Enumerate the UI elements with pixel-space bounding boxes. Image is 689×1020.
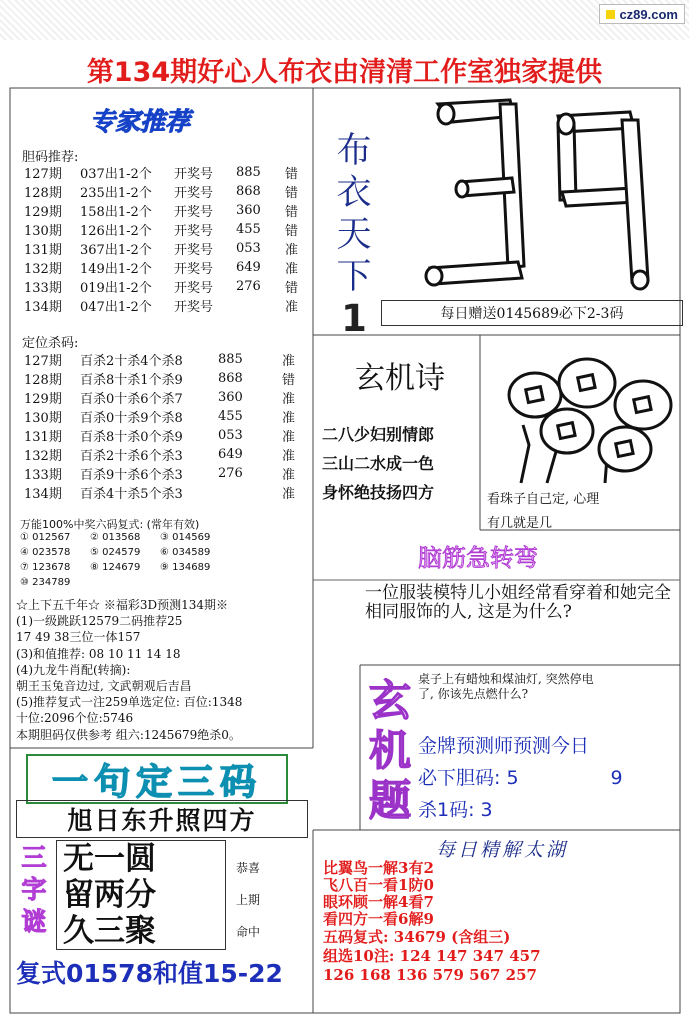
six-item: ⑨ 134689 bbox=[160, 562, 211, 573]
gold-sha: 3 bbox=[480, 799, 493, 821]
site-label: cz89.com bbox=[619, 6, 678, 22]
buyi-char: 天 bbox=[336, 215, 372, 255]
pos-cell-m: 准 bbox=[282, 430, 296, 445]
dan-cell-k: 开奖号 bbox=[174, 224, 214, 239]
pos-cell-r: 百杀9十杀6个杀3 bbox=[80, 468, 183, 483]
pos-cell-n: 885 bbox=[218, 352, 243, 367]
taihu-line: 组选10注: 124 147 347 457 bbox=[323, 947, 541, 965]
taihu-line: 看四方一看6解9 bbox=[323, 910, 434, 928]
six-item: ② 013568 bbox=[90, 532, 141, 543]
dan-title: 胆码推荐: bbox=[22, 150, 79, 165]
dan-cell-k: 开奖号 bbox=[174, 186, 214, 201]
dan-cell-m: 错 bbox=[285, 167, 299, 182]
pos-cell-p: 129期 bbox=[24, 392, 62, 407]
pos-cell-r: 百杀0十杀9个杀8 bbox=[80, 411, 183, 426]
six-item: ⑥ 034589 bbox=[160, 547, 211, 558]
dan-cell-r: 367出1-2个 bbox=[80, 243, 152, 258]
table-row bbox=[24, 239, 302, 258]
pos-cell-m: 准 bbox=[282, 392, 296, 407]
pos-cell-n: 649 bbox=[218, 447, 243, 462]
dan-cell-p: 133期 bbox=[24, 281, 62, 296]
six-title: 万能100%中奖六码复式: (常年有效) bbox=[20, 518, 200, 531]
xuanji-line: 桌子上有蜡烛和煤油灯, 突然停电 bbox=[418, 672, 594, 686]
dan-cell-m: 错 bbox=[285, 205, 299, 220]
xuanji-char: 题 bbox=[368, 776, 411, 825]
history-line: (4)九龙牛肖配(转摘): bbox=[16, 662, 131, 677]
poem-line: 二八少妇别情郎 bbox=[322, 425, 435, 444]
dan-cell-r: 047出1-2个 bbox=[80, 300, 152, 315]
riddle-line: 久三聚 bbox=[63, 913, 156, 949]
dan-cell-p: 131期 bbox=[24, 243, 62, 258]
table-row bbox=[24, 201, 302, 220]
xuanji-question bbox=[418, 672, 594, 702]
dan-cell-k: 开奖号 bbox=[174, 205, 214, 220]
pos-cell-r: 百杀4十杀5个杀3 bbox=[80, 487, 183, 502]
pos-cell-n bbox=[218, 483, 282, 502]
history-block bbox=[16, 597, 242, 743]
coins-illustration bbox=[495, 345, 680, 485]
six-item: ③ 014569 bbox=[160, 532, 211, 543]
taihu-line: 眼环顾一解4看7 bbox=[323, 893, 434, 911]
dan-cell-m: 错 bbox=[285, 224, 299, 239]
buyi-char: 布 bbox=[336, 131, 372, 171]
poem-line: 身怀绝技扬四方 bbox=[322, 483, 435, 502]
dan-cell-p: 129期 bbox=[24, 205, 62, 220]
gold-dan-b: 9 bbox=[610, 767, 623, 789]
table-row bbox=[24, 369, 299, 388]
pos-cell-n: 053 bbox=[218, 428, 243, 443]
dan-cell-n: 868 bbox=[236, 184, 261, 199]
coin-note-line: 有几就是几 bbox=[487, 516, 553, 531]
dan-cell-r: 158出1-2个 bbox=[80, 205, 152, 220]
dan-cell-n: 455 bbox=[236, 222, 261, 237]
taihu-line: 飞八百一看1防0 bbox=[323, 876, 434, 894]
history-line: 本期胆码仅供参考 组六:1245679绝杀0。 bbox=[16, 727, 241, 742]
pos-cell-p: 130期 bbox=[24, 411, 62, 426]
table-row bbox=[24, 350, 299, 369]
table-row bbox=[24, 407, 299, 426]
meiri-title: 每日精解太湖 bbox=[436, 839, 569, 861]
hit-note bbox=[236, 852, 260, 948]
gold-dan-a: 5 bbox=[506, 767, 519, 789]
dan-cell-p: 130期 bbox=[24, 224, 62, 239]
history-line: (3)和值推荐: 08 10 11 14 18 bbox=[16, 646, 181, 661]
buyi-char: 下 bbox=[336, 257, 372, 297]
gold-sha-row bbox=[418, 794, 623, 826]
dan-cell-p: 127期 bbox=[24, 167, 62, 182]
pos-cell-p: 133期 bbox=[24, 468, 62, 483]
dan-cell-k: 开奖号 bbox=[174, 300, 214, 315]
pos-cell-p: 134期 bbox=[24, 487, 62, 502]
table-row bbox=[24, 464, 299, 483]
gold-dan-row bbox=[418, 762, 623, 794]
pos-cell-m: 准 bbox=[282, 468, 296, 483]
pos-cell-n: 360 bbox=[218, 390, 243, 405]
sanzi-char: 字 bbox=[21, 875, 47, 904]
pos-cell-p: 127期 bbox=[24, 354, 62, 369]
pos-cell-r: 百杀2十杀6个杀3 bbox=[80, 449, 183, 464]
hit-line: 恭喜 bbox=[236, 861, 261, 875]
pos-cell-m: 错 bbox=[282, 373, 296, 388]
xuanji-line: 了, 你该先点燃什么? bbox=[418, 687, 529, 701]
poem-title: 玄机诗 bbox=[355, 361, 445, 396]
pos-cell-r: 百杀8十杀0个杀9 bbox=[80, 430, 183, 445]
taihu-line: 126 168 136 579 567 257 bbox=[323, 966, 537, 984]
six-grid bbox=[20, 532, 230, 588]
dan-cell-m: 准 bbox=[285, 300, 299, 315]
dan-cell-k: 开奖号 bbox=[174, 262, 214, 277]
fushi-banner: 复式01578和值15-22 bbox=[16, 959, 283, 988]
riddle-line: 留两分 bbox=[63, 877, 156, 913]
sanzi-char: 三 bbox=[21, 843, 47, 872]
pos-title: 定位杀码: bbox=[22, 336, 79, 351]
brain-title: 脑筋急转弯 bbox=[418, 544, 538, 572]
sanzi-label bbox=[16, 842, 52, 938]
dan-cell-r: 019出1-2个 bbox=[80, 281, 152, 296]
brain-question: 一位服装模特儿小姐经常看穿着和她完全相同服饰的人, 这是为什么? bbox=[365, 583, 671, 622]
taihu-block bbox=[323, 860, 685, 985]
pos-cell-p: 128期 bbox=[24, 373, 62, 388]
dan-cell-n bbox=[236, 296, 285, 315]
history-line: 朝王玉兔音边过, 文武朝观后吉昌 bbox=[16, 679, 192, 694]
gold-sha-label: 杀1码: bbox=[418, 799, 475, 821]
history-line: 十位:2096个位:5746 bbox=[16, 711, 134, 726]
table-row bbox=[24, 258, 302, 277]
buyi-number: 1 bbox=[341, 297, 367, 340]
dan-cell-k: 开奖号 bbox=[174, 281, 214, 296]
six-item: ⑧ 124679 bbox=[90, 562, 141, 573]
page-headline: 第134期好心人布衣由清清工作室独家提供 bbox=[86, 57, 603, 88]
dan-cell-p: 134期 bbox=[24, 300, 62, 315]
dan-table bbox=[24, 163, 302, 315]
pos-cell-r: 百杀8十杀1个杀9 bbox=[80, 373, 183, 388]
table-row bbox=[24, 220, 302, 239]
pos-cell-m: 准 bbox=[282, 487, 296, 502]
hit-line: 上期 bbox=[236, 893, 261, 907]
dan-cell-r: 235出1-2个 bbox=[80, 186, 152, 201]
big-digits-graphic bbox=[390, 96, 670, 296]
dan-cell-n: 276 bbox=[236, 279, 261, 294]
poem-lines bbox=[322, 420, 434, 507]
expert-title: 专家推荐 bbox=[90, 107, 191, 136]
table-row bbox=[24, 445, 299, 464]
history-line: (1)一级跳跃12579二码推荐25 bbox=[16, 614, 183, 629]
coin-note-line: 看珠子自己定, 心理 bbox=[487, 492, 600, 507]
six-item: ④ 023578 bbox=[20, 547, 71, 558]
dan-cell-m: 准 bbox=[285, 243, 299, 258]
table-row bbox=[24, 277, 302, 296]
dan-cell-r: 126出1-2个 bbox=[80, 224, 152, 239]
pos-cell-r: 百杀2十杀4个杀8 bbox=[80, 354, 183, 369]
dan-cell-m: 错 bbox=[285, 281, 299, 296]
table-row bbox=[24, 483, 299, 502]
dan-cell-m: 准 bbox=[285, 262, 299, 277]
sanzi-char: 谜 bbox=[21, 907, 47, 936]
pos-cell-p: 132期 bbox=[24, 449, 62, 464]
table-row bbox=[24, 163, 302, 182]
dan-cell-n: 360 bbox=[236, 203, 261, 218]
table-row bbox=[24, 388, 299, 407]
yiju-banner: 一句定三码 bbox=[26, 754, 288, 804]
pos-cell-m: 准 bbox=[282, 354, 296, 369]
dan-cell-n: 053 bbox=[236, 241, 261, 256]
six-item: ⑩ 234789 bbox=[20, 577, 71, 588]
history-line: 17 49 38三位一体157 bbox=[16, 630, 141, 645]
pos-cell-p: 131期 bbox=[24, 430, 62, 445]
six-item: ① 012567 bbox=[20, 532, 71, 543]
xuanji-vertical bbox=[368, 676, 412, 826]
dan-cell-r: 149出1-2个 bbox=[80, 262, 152, 277]
dan-cell-k: 开奖号 bbox=[174, 167, 214, 182]
dan-cell-p: 132期 bbox=[24, 262, 62, 277]
pos-cell-m: 准 bbox=[282, 449, 296, 464]
pos-cell-n: 868 bbox=[218, 371, 243, 386]
buyi-vertical bbox=[334, 130, 374, 340]
dan-cell-m: 错 bbox=[285, 186, 299, 201]
dan-cell-n: 885 bbox=[236, 165, 261, 180]
taihu-line: 比翼鸟一解3有2 bbox=[323, 859, 434, 877]
taihu-line: 五码复式: 34679 (含组三) bbox=[323, 928, 511, 946]
pos-cell-n: 455 bbox=[218, 409, 243, 424]
xuanji-char: 玄 bbox=[368, 676, 411, 725]
hit-line: 命中 bbox=[236, 925, 261, 939]
daily-gift: 每日赠送0145689必下2-3码 bbox=[381, 300, 683, 326]
buyi-char: 衣 bbox=[336, 173, 372, 213]
xuri-banner: 旭日东升照四方 bbox=[16, 800, 308, 838]
dan-cell-n: 649 bbox=[236, 260, 261, 275]
xuanji-char: 机 bbox=[368, 726, 411, 775]
dan-cell-p: 128期 bbox=[24, 186, 62, 201]
gold-dan-label: 必下胆码: bbox=[418, 767, 501, 789]
history-line: (5)推荐复式一注259单选定位: 百位:1348 bbox=[16, 695, 243, 710]
history-line: ☆上下五千年☆ ※福彩3D预测134期※ bbox=[16, 598, 228, 612]
pos-cell-n: 276 bbox=[218, 466, 243, 481]
poem-line: 三山二水成一色 bbox=[322, 454, 435, 473]
dan-cell-r: 037出1-2个 bbox=[80, 167, 152, 182]
pos-table bbox=[24, 350, 299, 502]
six-item: ⑤ 024579 bbox=[90, 547, 141, 558]
dan-cell-k: 开奖号 bbox=[174, 243, 214, 258]
six-item: ⑦ 123678 bbox=[20, 562, 71, 573]
gold-title: 金牌预测师预测今日 bbox=[418, 735, 590, 757]
riddle-box bbox=[56, 840, 226, 950]
gold-predictor bbox=[418, 730, 623, 826]
pos-cell-r: 百杀0十杀6个杀7 bbox=[80, 392, 183, 407]
table-row bbox=[24, 426, 299, 445]
pos-cell-m: 准 bbox=[282, 411, 296, 426]
riddle-line: 无一圆 bbox=[63, 841, 156, 877]
table-row bbox=[24, 182, 302, 201]
coin-note bbox=[487, 488, 599, 536]
table-row bbox=[24, 296, 302, 315]
